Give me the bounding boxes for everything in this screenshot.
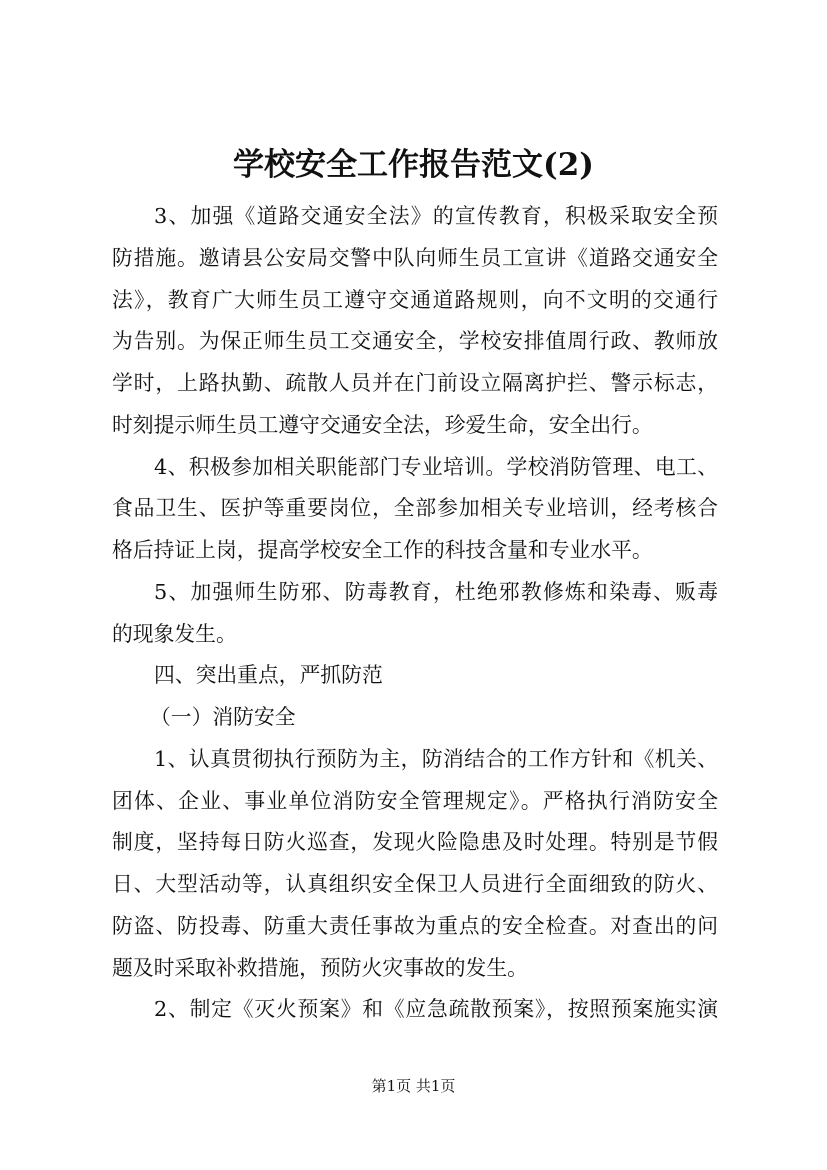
section-heading: 四、突出重点，严抓防范 bbox=[154, 663, 383, 688]
paragraph-line: 食品卫生、医护等重要岗位，全部参加相关专业培训，经考核合 bbox=[112, 496, 718, 521]
paragraph-line: 5、加强师生防邪、防毒教育，杜绝邪教修炼和染毒、贩毒 bbox=[154, 579, 718, 604]
paragraph-line: 团体、企业、事业单位消防安全管理规定》。严格执行消防安全 bbox=[112, 788, 718, 813]
paragraph-line: 3、加强《道路交通安全法》的宣传教育，积极采取安全预 bbox=[154, 204, 718, 228]
paragraph-line: 1、认真贯彻执行预防为主，防消结合的工作方针和《机关、 bbox=[154, 746, 718, 771]
paragraph-line: 制度，坚持每日防火巡查，发现火险隐患及时处理。特别是节假 bbox=[112, 830, 718, 855]
subsection-heading: （一）消防安全 bbox=[150, 705, 296, 729]
paragraph-line: 防措施。邀请县公安局交警中队向师生员工宣讲《道路交通安全 bbox=[112, 245, 718, 270]
paragraph-line: 的现象发生。 bbox=[112, 621, 237, 646]
paragraph-line: 日、大型活动等，认真组织安全保卫人员进行全面细致的防火、 bbox=[112, 872, 718, 896]
paragraph-line: 法》，教育广大师生员工遵守交通道路规则，向不文明的交通行 bbox=[112, 287, 718, 312]
document-title: 学校安全工作报告范文(2) bbox=[233, 147, 594, 183]
document-body bbox=[112, 196, 718, 1031]
paragraph-line: 题及时采取补救措施，预防火灾事故的发生。 bbox=[112, 955, 528, 980]
paragraph-line: 时刻提示师生员工遵守交通安全法，珍爱生命，安全出行。 bbox=[112, 412, 653, 437]
paragraph-line: 为告别。为保正师生员工交通安全，学校安排值周行政、教师放 bbox=[112, 329, 718, 354]
paragraph-line: 2、制定《灭火预案》和《应急疏散预案》，按照预案施实演 bbox=[154, 997, 718, 1022]
paragraph-line: 4、积极参加相关职能部门专业培训。学校消防管理、电工、 bbox=[154, 454, 718, 479]
paragraph-line: 格后持证上岗，提高学校安全工作的科技含量和专业水平。 bbox=[112, 538, 653, 562]
paragraph-line: 防盗、防投毒、防重大责任事故为重点的安全检查。对查出的问 bbox=[112, 913, 718, 938]
paragraph-line: 学时，上路执勤、疏散人员并在门前设立隔离护拦、警示标志， bbox=[112, 371, 718, 395]
page-footer: 第1页 共1页 bbox=[371, 1077, 456, 1095]
